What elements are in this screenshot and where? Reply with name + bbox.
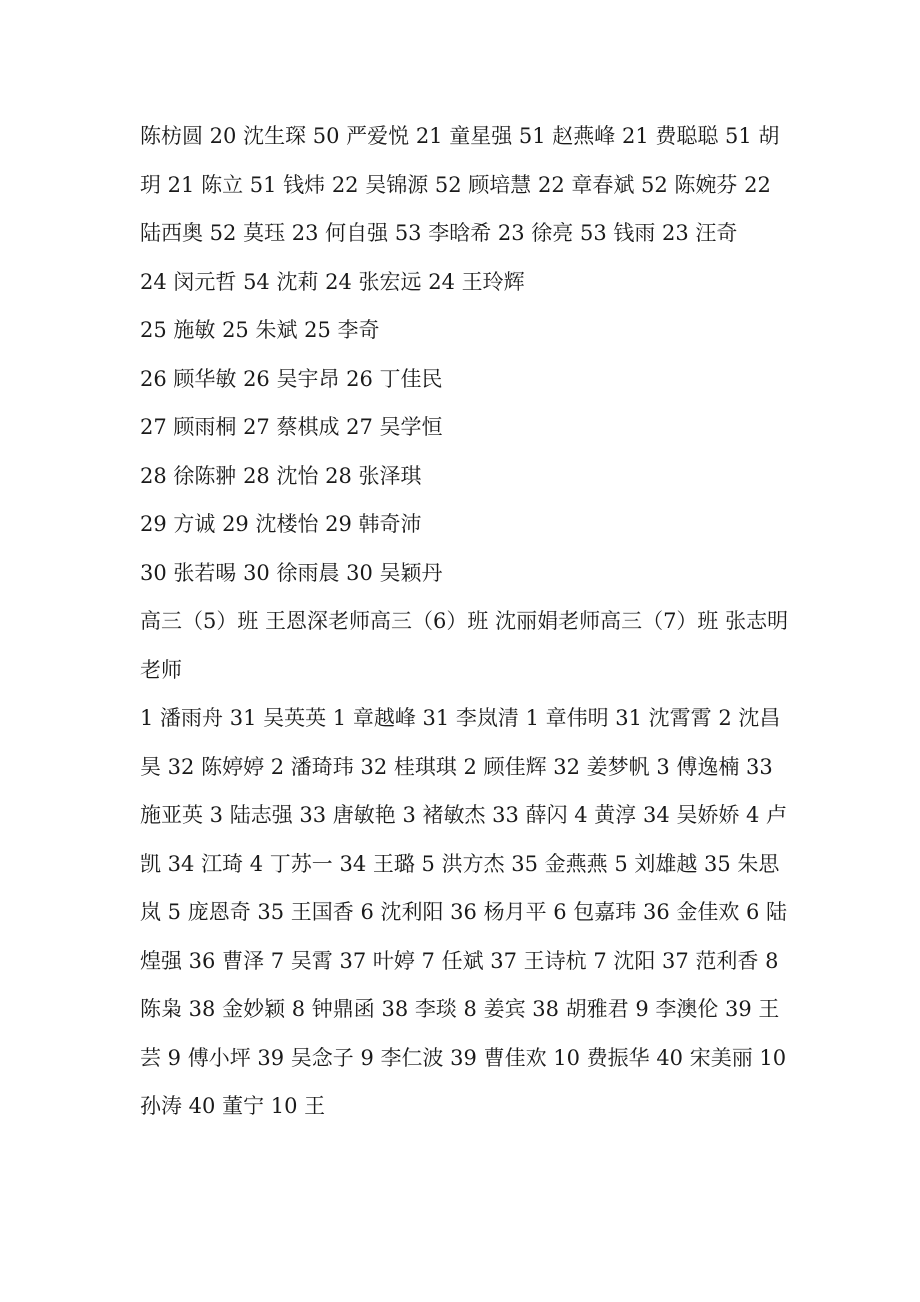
paragraph-row-30: 30 张若晹 30 徐雨晨 30 吴颖丹 <box>140 560 443 585</box>
paragraph-row-24: 24 闵元哲 54 沈莉 24 张宏远 24 王玲辉 <box>140 269 525 294</box>
paragraph-row-29: 29 方诚 29 沈楼怡 29 韩奇沛 <box>140 512 422 536</box>
paragraph-row-26: 26 顾华敏 26 吴宇昂 26 丁佳民 <box>140 366 443 391</box>
class-heading-5-6-7: 高三（5）班 王恩深老师高三（6）班 沈丽娟老师高三（7）班 张志明老师 <box>140 609 789 682</box>
paragraph-roster-continued: 陈枋圆 20 沈生琛 50 严爱悦 21 童星强 51 赵燕峰 21 费聪聪 51 胡玥 21 陈立 51 钱炜 22 吴锦源 52 顾培慧 22 章春斌 52 陈婉芬 22 陆西奥 52 莫珏 23 何自强 53 李晗希 23 徐亮 53 钱雨 23 汪奇 <box>140 124 780 245</box>
paragraph-roster-classes-5-6-7: 1 潘雨舟 31 吴英英 1 章越峰 31 李岚清 1 章伟明 31 沈霄霄 2 沈昌昊 32 陈婷婷 2 潘琦玮 32 桂琪琪 2 顾佳辉 32 姜梦帆 3 傅逸楠 33 施亚英 3 陆志强 33 唐敏艳 3 褚敏杰 33 薛闪 4 黄淳 34 吴娇娇 4 卢凯 34 江琦 4 丁苏一 34 王璐 5 洪方杰 35 金燕燕 5 刘雄越 35 朱思岚 5 庞恩奇 35 王国香 6 沈利阳 36 杨月平 6 包嘉玮 36 金佳欢 6 陆煌强 36 曹泽 7 吴霄 37 叶婷 7 任斌 37 王诗杭 7 沈阳 37 范利香 8 陈枭 38 金妙颖 8 钟鼎函 38 李琰 8 姜宾 38 胡雅君 9 李澳伦 39 王芸 9 傅小坪 39 吴念子 9 李仁波 39 曹佳欢 10 费振华 40 宋美丽 10 孙涛 40 董宁 10 王 <box>140 706 788 1118</box>
paragraph-row-25: 25 施敏 25 朱斌 25 李奇 <box>140 318 380 342</box>
document-body <box>140 112 790 1131</box>
paragraph-row-28: 28 徐陈翀 28 沈怡 28 张泽琪 <box>140 463 422 488</box>
paragraph-row-27: 27 顾雨桐 27 蔡棋成 27 吴学恒 <box>140 415 443 439</box>
